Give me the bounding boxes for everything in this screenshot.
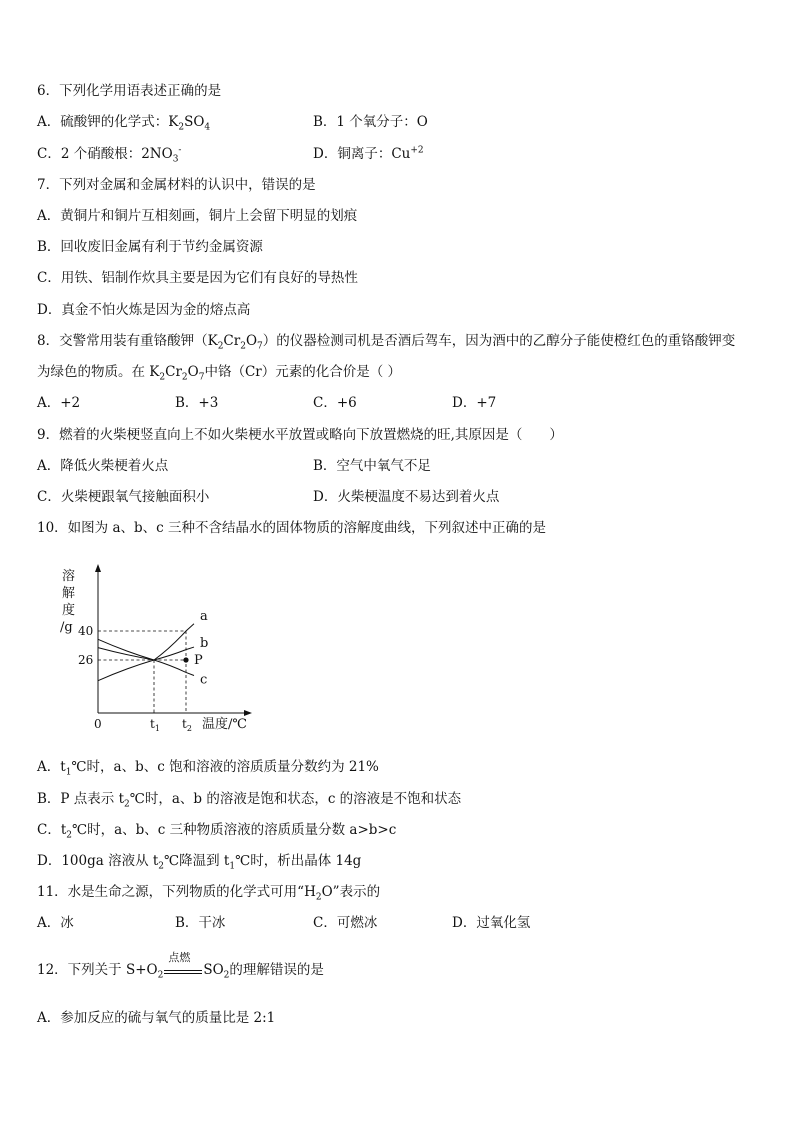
y-label-3: 度 (62, 603, 76, 618)
q7-option-c: C．用铁、铝制作炊具主要是因为它们有良好的导热性 (37, 270, 358, 286)
q11-option-a: A．冰 (37, 915, 74, 931)
q8-option-a: A．+2 (37, 395, 81, 411)
q9-option-b: B．空气中氧气不足 (313, 458, 431, 474)
q9-stem: 9．燃着的火柴梗竖直向上不如火柴梗水平放置或略向下放置燃烧的旺,其原因是（ ） (37, 427, 563, 443)
q7-stem: 7．下列对金属和金属材料的认识中，错误的是 (37, 177, 316, 193)
curve-label-a: a (200, 608, 208, 624)
q9-option-d: D．火柴梗温度不易达到着火点 (313, 489, 500, 505)
q7-option-d: D．真金不怕火炼是因为金的熔点高 (37, 302, 251, 318)
q12-option-a: A．参加反应的硫与氧气的质量比是 2:1 (37, 1010, 276, 1026)
x-axis-label: 温度/℃ (202, 717, 247, 732)
q6-option-d: D．铜离子：$Cu^{+2}$ (313, 145, 424, 162)
curve-c (98, 639, 194, 675)
q7-option-b: B．回收废旧金属有利于节约金属资源 (37, 239, 263, 255)
curve-label-b: b (200, 636, 209, 652)
solubility-curve-chart (56, 560, 266, 740)
point-p-label: P (194, 653, 203, 668)
x-axis-arrow (244, 710, 252, 716)
q8-stem-line2: 为绿色的物质。在 $K_2Cr_2O_7$中铬（Cr）元素的化合价是（ ） (37, 364, 402, 383)
y-tick-26: 26 (78, 653, 94, 667)
x-tick-t1: $t_1$ (150, 717, 160, 733)
q11-option-b: B．干冰 (175, 915, 226, 931)
y-label-4: /g (60, 620, 73, 635)
origin-label: 0 (94, 717, 102, 731)
q11-option-d: D．过氧化氢 (452, 915, 531, 931)
q10-stem: 10．如图为 a、b、c 三种不含结晶水的固体物质的溶解度曲线，下列叙述中正确的是 (37, 520, 547, 536)
curve-label-c: c (200, 672, 208, 688)
point-p (183, 657, 188, 662)
reaction-condition: 点燃 (164, 964, 202, 978)
q11-option-c: C．可燃冰 (313, 915, 378, 931)
y-axis-arrow (95, 564, 101, 572)
q6-option-c: C．2 个硝酸根：$2NO_3^-$ (37, 145, 182, 165)
q8-option-c: C．+6 (313, 395, 357, 411)
x-tick-t2: $t_2$ (182, 717, 192, 733)
q12-stem: 12．下列关于 $S+O_2$ 点燃 $SO_2$的理解错误的是 (37, 950, 324, 981)
q8-stem-line1: 8．交警常用装有重铬酸钾$(K_2Cr_2O_7)$的仪器检测司机是否酒后驾车，因为酒中的乙醇分子能使橙红色的重铬酸钾变 (37, 333, 736, 352)
q6-stem: 6．下列化学用语表述正确的是 (37, 83, 222, 99)
q7-option-a: A．黄铜片和铜片互相刻画，铜片上会留下明显的划痕 (37, 208, 358, 224)
y-tick-40: 40 (78, 624, 94, 639)
q8-option-b: B．+3 (175, 395, 219, 411)
y-label-1: 溶 (62, 569, 76, 584)
q10-option-a: A．$t_1℃$时，a、b、c 饱和溶液的溶质质量分数约为 21% (37, 759, 379, 778)
q8-option-d: D．+7 (452, 395, 497, 411)
q10-option-d: D．100ga 溶液从 $t_2℃$降温到 $t_1℃$时，析出晶体 14g (37, 853, 362, 872)
q9-option-a: A．降低火柴梗着火点 (37, 458, 169, 474)
q6-option-b: B．1 个氧分子：O (313, 114, 428, 130)
q9-option-c: C．火柴梗跟氧气接触面积小 (37, 489, 210, 505)
q10-option-c: C．$t_2℃$时，a、b、c 三种物质溶液的溶质质量分数 a>b>c (37, 822, 397, 841)
y-label-2: 解 (62, 586, 76, 601)
q6-option-a: A．硫酸钾的化学式：$K_2SO_4$ (37, 114, 211, 133)
q11-stem: 11．水是生命之源，下列物质的化学式可用“$H_2O$”表示的 (37, 884, 381, 903)
q10-option-b: B．P 点表示 $t_2℃$时，a、b 的溶液是饱和状态，c 的溶液是不饱和状态 (37, 791, 462, 810)
